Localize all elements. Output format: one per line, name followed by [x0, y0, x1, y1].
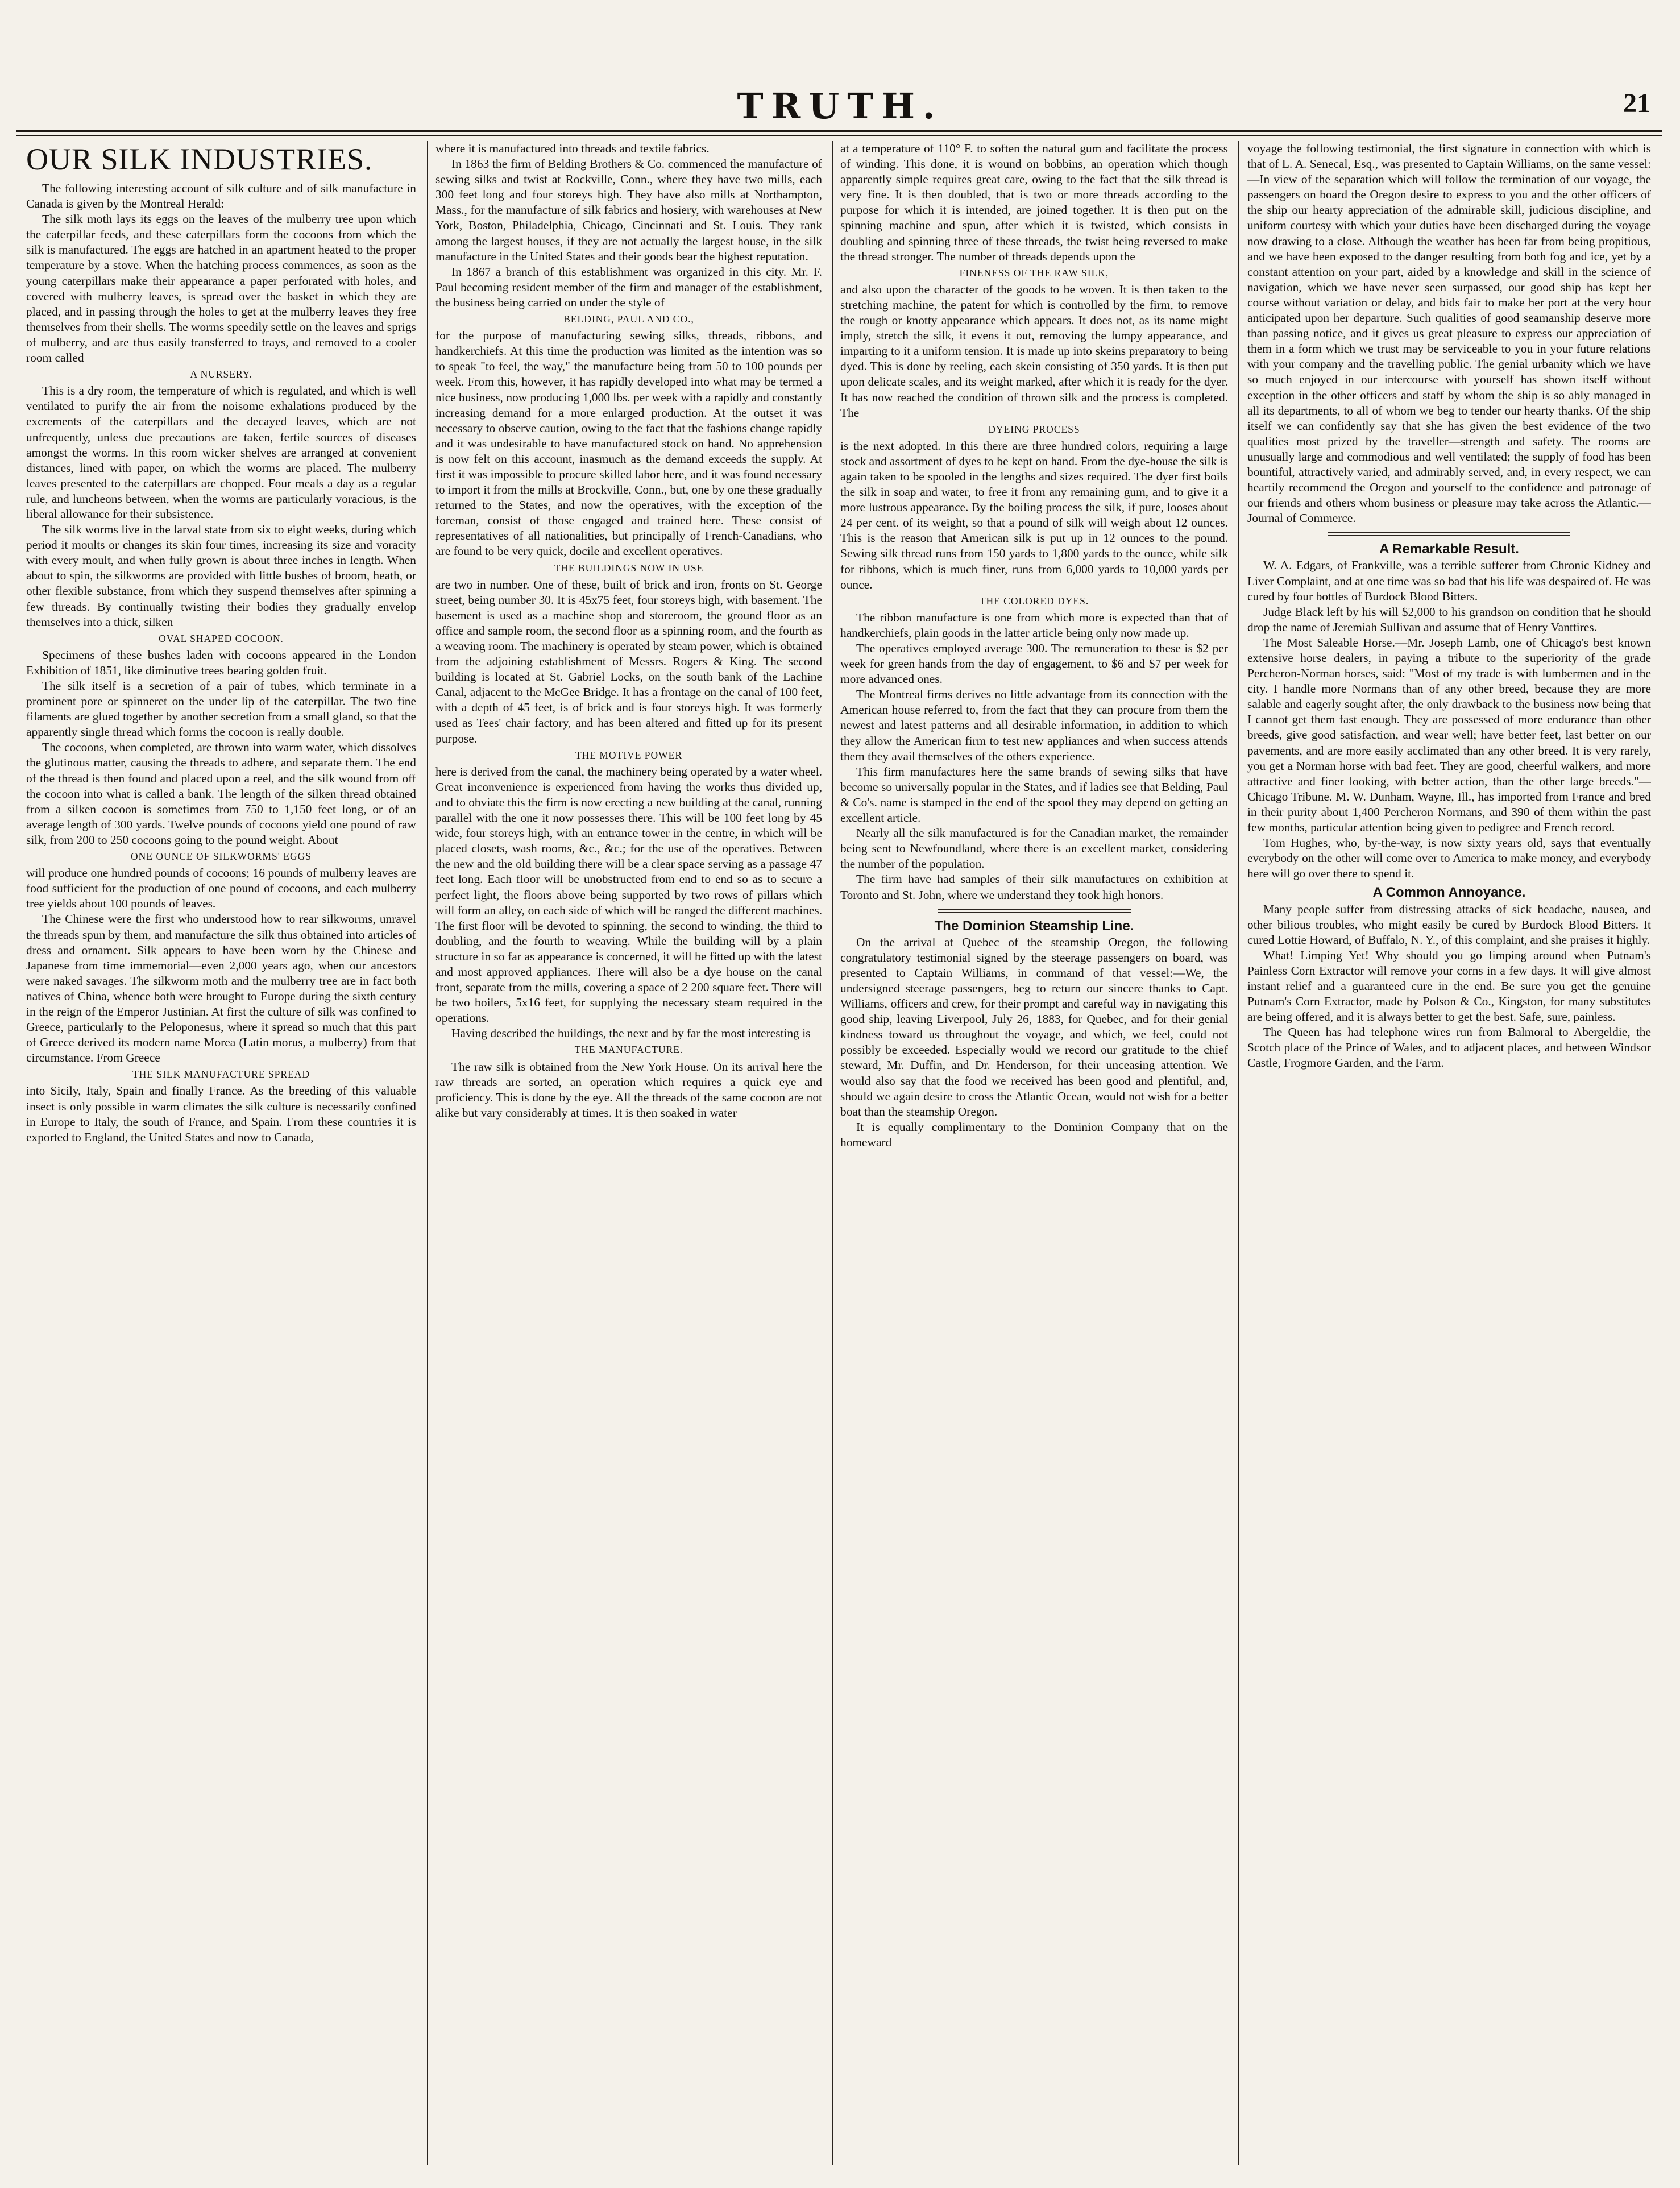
article-heading: A Common Annoyance. — [1372, 885, 1526, 901]
subheading: A NURSERY. — [190, 368, 252, 380]
paragraph: The silk itself is a secretion of a pair of tubes, which terminate in a prominent pore or spinneret on the under lip of the caterpillar. The two fine filaments are glued together by another secretion from a small gland, so that the apparently single thread which forms the cocoon is really double. — [26, 679, 416, 739]
subheading: OVAL SHAPED COCOON. — [159, 632, 284, 644]
paragraph: The silk moth lays its eggs on the leaves of the mulberry tree upon which the caterpillar feeds, and these caterpillars form the cocoons from which the silk is manufactured. The eggs are hatched in an apartment heated to the proper temperature by a stove. When the hatching process commences, as soon as the young caterpillars make their appearance a paper perforated with holes, and covered with mulberry leaves, is spread over the basket in which they are placed, and in passing through the holes to get at the mulberry leaves they free themselves from their shells. The worms speedily settle on the leaves and sprigs of mulberry, and are thus easily transferred to trays, and removed to a cooler room called — [26, 212, 416, 365]
paragraph: into Sicily, Italy, Spain and finally France. As the breeding of this valuable insect is only possible in warm climates the silk culture is necessarily confined in Europe to Italy, the south of France, and Spain. From these countries it is exported to England, the United States and now to Canada, — [26, 1084, 416, 1144]
subheading: ONE OUNCE OF SILKWORMS' EGGS — [131, 851, 312, 863]
paragraph: where it is manufactured into threads and textile fabrics. — [435, 142, 710, 155]
paragraph: is the next adopted. In this there are three hundred colors, requiring a large stock and assortment of dyes to be kept on hand. From the dye-house the silk is again taken to be spooled in the lengths and sizes required. The dyer first boils the silk in soap and water, to free it from any remaining gum, and to give it a more lustrous appearance. By the boiling process the silk, if pure, looses about 24 per cent. of its weight, so that a pound of silk will weigh about 12 ounces. This is the reason that American silk is put up in 12 ounces to the pound. Sewing silk thread runs from 150 yards to 1,800 yards to the ounce, while silk for ribbons, which is much finer, runs from 6,000 yards to 10,000 yards per ounce. — [840, 438, 1228, 591]
newspaper-title: TRUTH. — [737, 85, 943, 127]
paragraph: will produce one hundred pounds of cocoons; 16 pounds of mulberry leaves are food sufficient for the production of one pound of cocoons, and each mulberry tree yields about 100 pounds of leaves. — [26, 866, 416, 911]
subheading: THE MANUFACTURE. — [574, 1044, 683, 1056]
paragraph: It is equally complimentary to the Dominion Company that on the homeward — [840, 1120, 1228, 1149]
paragraph: In 1867 a branch of this establishment was organized in this city. Mr. F. Paul becoming resident member of the firm and manager of the establishment, the business being carried on under the style of — [435, 264, 822, 309]
page-number: 21 — [1623, 88, 1650, 118]
column-1 — [26, 141, 416, 2165]
paragraph: Nearly all the silk manufactured is for the Canadian market, the remainder being sent to Newfoundland, where there is an excellent market, considering the number of the population. — [840, 826, 1228, 871]
paragraph: W. A. Edgars, of Frankville, was a terrible sufferer from Chronic Kidney and Liver Complaint, and at one time was so bad that his life was despaired of. He was cured by four bottles of Burdock Blood Bitters. — [1247, 558, 1651, 603]
subheading: THE BUILDINGS NOW IN USE — [554, 562, 704, 574]
paragraph: The silk worms live in the larval state from six to eight weeks, during which period it moults or changes its skin four times, increasing its size and voracity with every moult, and when fully grown is about three inches in length. When about to spin, the silkworms are provided with little bushes of broom, heath, or other flexible substance, from which they suspend themselves after spinning a few threads. By continually twisting their bodies they gradually envelop themselves into a thick, silken — [26, 523, 416, 629]
paragraph: Many people suffer from distressing attacks of sick headache, nausea, and other bilious troubles, who might easily be cured by Burdock Blood Bitters. It cured Lottie Howard, of Buffalo, N. Y., of this complaint, and she praises it highly. — [1247, 902, 1651, 947]
paragraph: The Montreal firms derives no little advantage from its connection with the American house referred to, from the fact that they can procure from them the newest and latest patterns and all desirable information, in addition to which they allow the American firm to test new appliances and when success attends them they avail themselves of the others experience. — [840, 687, 1228, 763]
paragraph: for the purpose of manufacturing sewing silks, threads, ribbons, and handkerchiefs. At this time the production was limited as the intention was so to speak "to feel, the way," the manufacture being from 50 to 100 pounds per week. From this, however, it has rapidly developed into what may be termed a nice business, now producing 1,000 lbs. per week with a rapidly and constantly increasing demand for a more enlarged production. At the outset it was necessary to observe caution, owing to the fact that the fashions change rapidly and it was undesirable to have manufactured stock on hand. No apprehension is now felt on this account, inasmuch as the demand exceeds the supply. At first it was impossible to procure skilled labor here, and it was found necessary to import it from the mills at Brockville, Conn., but, one by one these gradually returned to the States, and now the operatives, with the exception of the foreman, consist of those engaged and trained here. These consist of representatives of all nationalities, but principally of French-Canadians, who are found to be very quick, docile and excellent operatives. — [435, 329, 822, 558]
column-4 — [1247, 141, 1651, 2165]
paragraph: The Queen has had telephone wires run from Balmoral to Abergeldie, the Scotch place of the Prince of Wales, and to adjacent places, and between Windsor Castle, Frogmore Garden, and the Farm. — [1247, 1025, 1651, 1070]
paragraph: Tom Hughes, who, by-the-way, is now sixty years old, says that eventually everybody on the other will come over to America to make money, and everybody here will go over there to spend it. — [1247, 836, 1651, 881]
paragraph: here is derived from the canal, the machinery being operated by a water wheel. Great inconvenience is experienced from having the works thus divided up, and to obviate this the firm is now erecting a new building at the canal, running parallel with the one it now possesses there. This will be 100 feet long by 45 wide, four storeys high, with an entrance tower in the centre, in which will be placed closets, wash rooms, &c., &c.; for the use of the operatives. Between the new and the old building there will be a clear space serving as a passage 47 feet long. Each floor will be unobstructed from end to end so as to secure a perfect light, the floors above being supported by two rows of pillars which will form an alley, on each side of which will be ranged the different machines. The first floor will be devoted to spinning, the second to winding, the third to doubling, and the fourth to weaving. While the building will by a plain structure in so far as appearance is concerned, it will be fitted up with the latest and most approved appliances. There will also be a dye house on the canal front, separate from the mills, covering a space of 2 200 square feet. There will be two boilers, 5x16 feet, for supplying the necessary steam required in the operations. — [435, 764, 822, 1025]
paragraph: The following interesting account of silk culture and of silk manufacture in Canada is given by the Montreal Herald: — [26, 181, 416, 211]
article-title: OUR SILK INDUSTRIES. — [26, 142, 373, 176]
column-rule — [832, 141, 833, 2165]
paragraph: This is a dry room, the temperature of which is regulated, and which is well ventilated to purify the air from the noisome exhalations produced by the excrements of the caterpillars and the decayed leaves, which are not unfrequently, unless due precautions are taken, fertile sources of diseases amongst the worms. In this room wicker shelves are arranged at convenient distances, lined with paper, on which the worms are placed. The mulberry leaves presented to the caterpillars are chopped. Four meals a day as a regular rule, and luncheons between, when the worms are particularly voracious, is the liberal allowance for their subsistence. — [26, 384, 416, 521]
paragraph: The firm have had samples of their silk manufactures on exhibition at Toronto and St. John, where we understand they took high honors. — [840, 872, 1228, 902]
column-rule — [427, 141, 428, 2165]
paragraph: The Chinese were the first who understood how to rear silkworms, unravel the threads spun by them, and manufacture the silk thus obtained into articles of dress and ornament. Silk appears to have been worn by the Chinese and Japanese from time immemorial—even 2,000 years ago, when our ancestors were naked savages. The silkworm moth and the mulberry tree are in fact both natives of China, whence both were brought to Europe during the sixth century in the reign of the Emperor Justinian. At first the culture of silk was confined to Greece, particularly to the Peloponesus, where it spread so much that this part of Greece derived its modern name Morea (Latin morus, a mulberry) from that circumstance. From Greece — [26, 912, 416, 1065]
paragraph: The operatives employed average 300. The remuneration to these is $2 per week for green hands from the day of engagement, to $6 and $7 per week for more advanced ones. — [840, 641, 1228, 686]
section-divider — [1328, 532, 1570, 536]
masthead-rule-thin — [16, 135, 1662, 136]
paragraph: and also upon the character of the goods to be woven. It is then taken to the stretching machine, the patent for which is controlled by the firm, to remove the rough or knotty appearance which appears. It does not, as its name might imply, stretch the silk, it evens it out, removing the lumpy appearance, and imparting to it a uniform tension. It is made up into skeins preparatory to being dyed. This is done by reeling, each skein consisting of 350 yards. It is then put upon delicate scales, and its weight marked, after which it is ready for the dyer. It has now reached the condition of thrown silk and the process is completed. The — [840, 282, 1228, 420]
subheading: THE SILK MANUFACTURE SPREAD — [132, 1068, 310, 1080]
paragraph: What! Limping Yet! Why should you go limping around when Putnam's Painless Corn Extractor will remove your corns in a few days. It will give almost instant relief and a guaranteed cure in the end. Be sure you get the genuine Putnam's Corn Extractor, made by Polson & Co., Kingston, for many substitutes are being offered, and it is always better to get the best. Safe, sure, painless. — [1247, 948, 1651, 1024]
subheading: DYEING PROCESS — [988, 423, 1080, 435]
paragraph: Judge Black left by his will $2,000 to his grandson on condition that he should drop the name of Jeremiah Sullivan and assume that of Henry Vanttires. — [1247, 604, 1651, 634]
paragraph: are two in number. One of these, built of brick and iron, fronts on St. George street, being number 30. It is 45x75 feet, four storeys high, with basement. The basement is used as a machine shop and storeroom, the ground floor as an office and sample room, the second floor as a spinning room, and the fourth as a weaving room. The machinery is operated by steam power, which is obtained from the adjoining establishment of Messrs. Rogers & King. The second building is located at St. Gabriel Locks, on the south bank of the Lachine Canal, adjacent to the McGee Bridge. It has a frontage on the canal of 100 feet, with a depth of 45 feet, is of brick and is four storeys high. It was formerly used as Tees' chair factory, and has been altered and fitted up for its present purpose. — [435, 577, 822, 745]
column-2 — [435, 141, 822, 2165]
subheading: FINENESS OF THE RAW SILK, — [959, 267, 1109, 279]
article-heading: A Remarkable Result. — [1379, 541, 1519, 557]
paragraph: Having described the buildings, the next and by far the most interesting is — [451, 1026, 811, 1041]
paragraph: This firm manufactures here the same brands of sewing silks that have become so universally popular in the States, and if ladies see that Belding, Paul & Co's. name is stamped in the end of the spool they may depend on getting an excellent article. — [840, 764, 1228, 825]
paragraph: at a temperature of 110° F. to soften the natural gum and facilitate the process of winding. This done, it is wound on bobbins, an operation which though apparently simple requires great care, owing to the fact that the silk thread is very fine. It is then doubled, that is two or more threads according to the purpose for which it is intended, are joined together. It is then put on the spinning machine and spun, after which it is twisted, which consists in doubling and spinning three of these threads, the twist being reversed to make the thread stronger. The number of threads depends upon the — [840, 142, 1228, 263]
paragraph: voyage the following testimonial, the first signature in connection with which is that of L. A. Senecal, Esq., was presented to Captain Williams, on the same vessel:—In view of the separation which will follow the termination of our voyage, the passengers on board the Oregon desire to express to you and the other officers of the ship our hearty appreciation of the admirable skill, judicious discipline, and uniform courtesy with which your duties have been discharged during the voyage now drawing to a close. Although the weather has been far from being propitious, and we have been exposed to the danger resulting from both fog and ice, yet by a constant attention on your part, aided by a knowledge and skill in the science of navigation, which we have never seen surpassed, our good ship has kept her course without variation or delay, and bids fair to make her port at the very hour anticipated upon her departure. Such qualities of good seamanship deserve more than passing notice, and it gives us great pleasure to express our appreciation of them in a form which we trust may be serviceable to you in your future relations with your company and the travelling public. The genial urbanity which we have so much enjoyed in our intercourse with yourself has shown itself without exception in the other officers and staff by whom the ship is so ably managed in all its departments, to all of whom we beg to tender our hearty thanks. Of the ship itself we can confidently say that she has given the best evidence of the two qualities most prized by the traveller—strength and safety. The rooms are unusually large and commodious and well ventilated; the supply of food has been bountiful, attractively varied, and admirably served, and, in every respect, we can heartily recommend the Oregon and yourself to the confidence and patronage of our friends and others whom business or pleasure may take across the Atlantic.—Journal of Commerce. — [1247, 142, 1651, 525]
paragraph: The raw silk is obtained from the New York House. On its arrival here the raw threads are sorted, an operation which requires a quick eye and proficiency. This is done by the eye. All the threads of the same cocoon are not alike but vary considerably at times. It is then soaked in water — [435, 1059, 822, 1120]
article-heading: The Dominion Steamship Line. — [934, 918, 1134, 934]
newspaper-columns — [26, 141, 1652, 2165]
paragraph: The ribbon manufacture is one from which more is expected than that of handkerchiefs, plain goods in the latter article being only now made up. — [840, 610, 1228, 640]
column-3 — [840, 141, 1228, 2165]
subheading: THE MOTIVE POWER — [575, 749, 683, 761]
paragraph: In 1863 the firm of Belding Brothers & Co. commenced the manufacture of sewing silks and twist at Rockville, Conn., where they have two mills, each 300 feet long and four storeys high. They have also mills at Northampton, Mass., for the manufacture of silk fabrics and hosiery, with warehouses at New York, Boston, Philadelphia, Chicago, Cincinnati and St. Louis. They rank among the largest houses, if they are not actually the largest house, in the silk manufacture in the United States and their goods bear the highest reputation. — [435, 157, 822, 263]
masthead-rule — [16, 130, 1662, 132]
subheading: BELDING, PAUL AND CO., — [563, 313, 694, 325]
column-rule — [1238, 141, 1239, 2165]
paragraph: The cocoons, when completed, are thrown into warm water, which dissolves the glutinous matter, causing the threads to adhere, and separate them. The end of the thread is then found and placed upon a reel, and the silk wound from off the cocoon into what is called a bank. The length of the silken thread obtained from a silken cocoon is sometimes from 750 to 1,150 feet long, or of an average length of 300 yards. Twelve pounds of cocoons yield one pound of raw silk, from 200 to 250 cocoons going to the pound weight. About — [26, 740, 416, 847]
masthead — [0, 85, 1680, 136]
subheading: THE COLORED DYES. — [979, 595, 1089, 607]
paragraph: Specimens of these bushes laden with cocoons appeared in the London Exhibition of 1851, like diminutive trees bearing golden fruit. — [26, 648, 416, 677]
paragraph: The Most Saleable Horse.—Mr. Joseph Lamb, one of Chicago's best known extensive horse dealers, in paying a tribute to the superiority of the grade Percheron-Norman horses, said: "Most of my trade is with lumbermen and in the city. I handle more Normans than of any other breed, because they are more salable and eagerly sought after, the only drawback to the business now being that I cannot get them fast enough. They are possessed of more endurance than other breeds, give good satisfaction, and wear well; have better feet, last better on our pavements, and are more easily acclimated than any other breed. It is very rarely, you get a Norman horse with bad feet. They are good, cheerful walkers, and more attractive and finer looking, with better action, than the other large breeds."—Chicago Tribune. M. W. Dunham, Wayne, Ill., has imported from France and bred in their purity about 1,400 Percheron Normans, and 390 of them within the past few months, particular attention being given to pedigree and French record. — [1247, 635, 1651, 835]
paragraph: On the arrival at Quebec of the steamship Oregon, the following congratulatory testimonial signed by the steerage passengers on board, was presented to Captain Williams, in command of that vessel:—We, the undersigned steerage passengers, beg to return our sincere thanks to Capt. Williams, officers and crew, for their prompt and careful way in navigating this good ship, leaving Liverpool, July 26, 1883, for Quebec, and for their genial kindness toward us throughout the voyage, and which, we feel, could not possibly be exceeded. Especially would we record our gratitude to the chief steward, Mr. Duffin, and Dr. Henderson, for their unceasing attention. We would also say that the food we received has been good and plentiful, and, should we again desire to cross the Atlantic Ocean, would not wish for a better boat than the steamship Oregon. — [840, 935, 1228, 1118]
section-divider — [938, 909, 1131, 913]
